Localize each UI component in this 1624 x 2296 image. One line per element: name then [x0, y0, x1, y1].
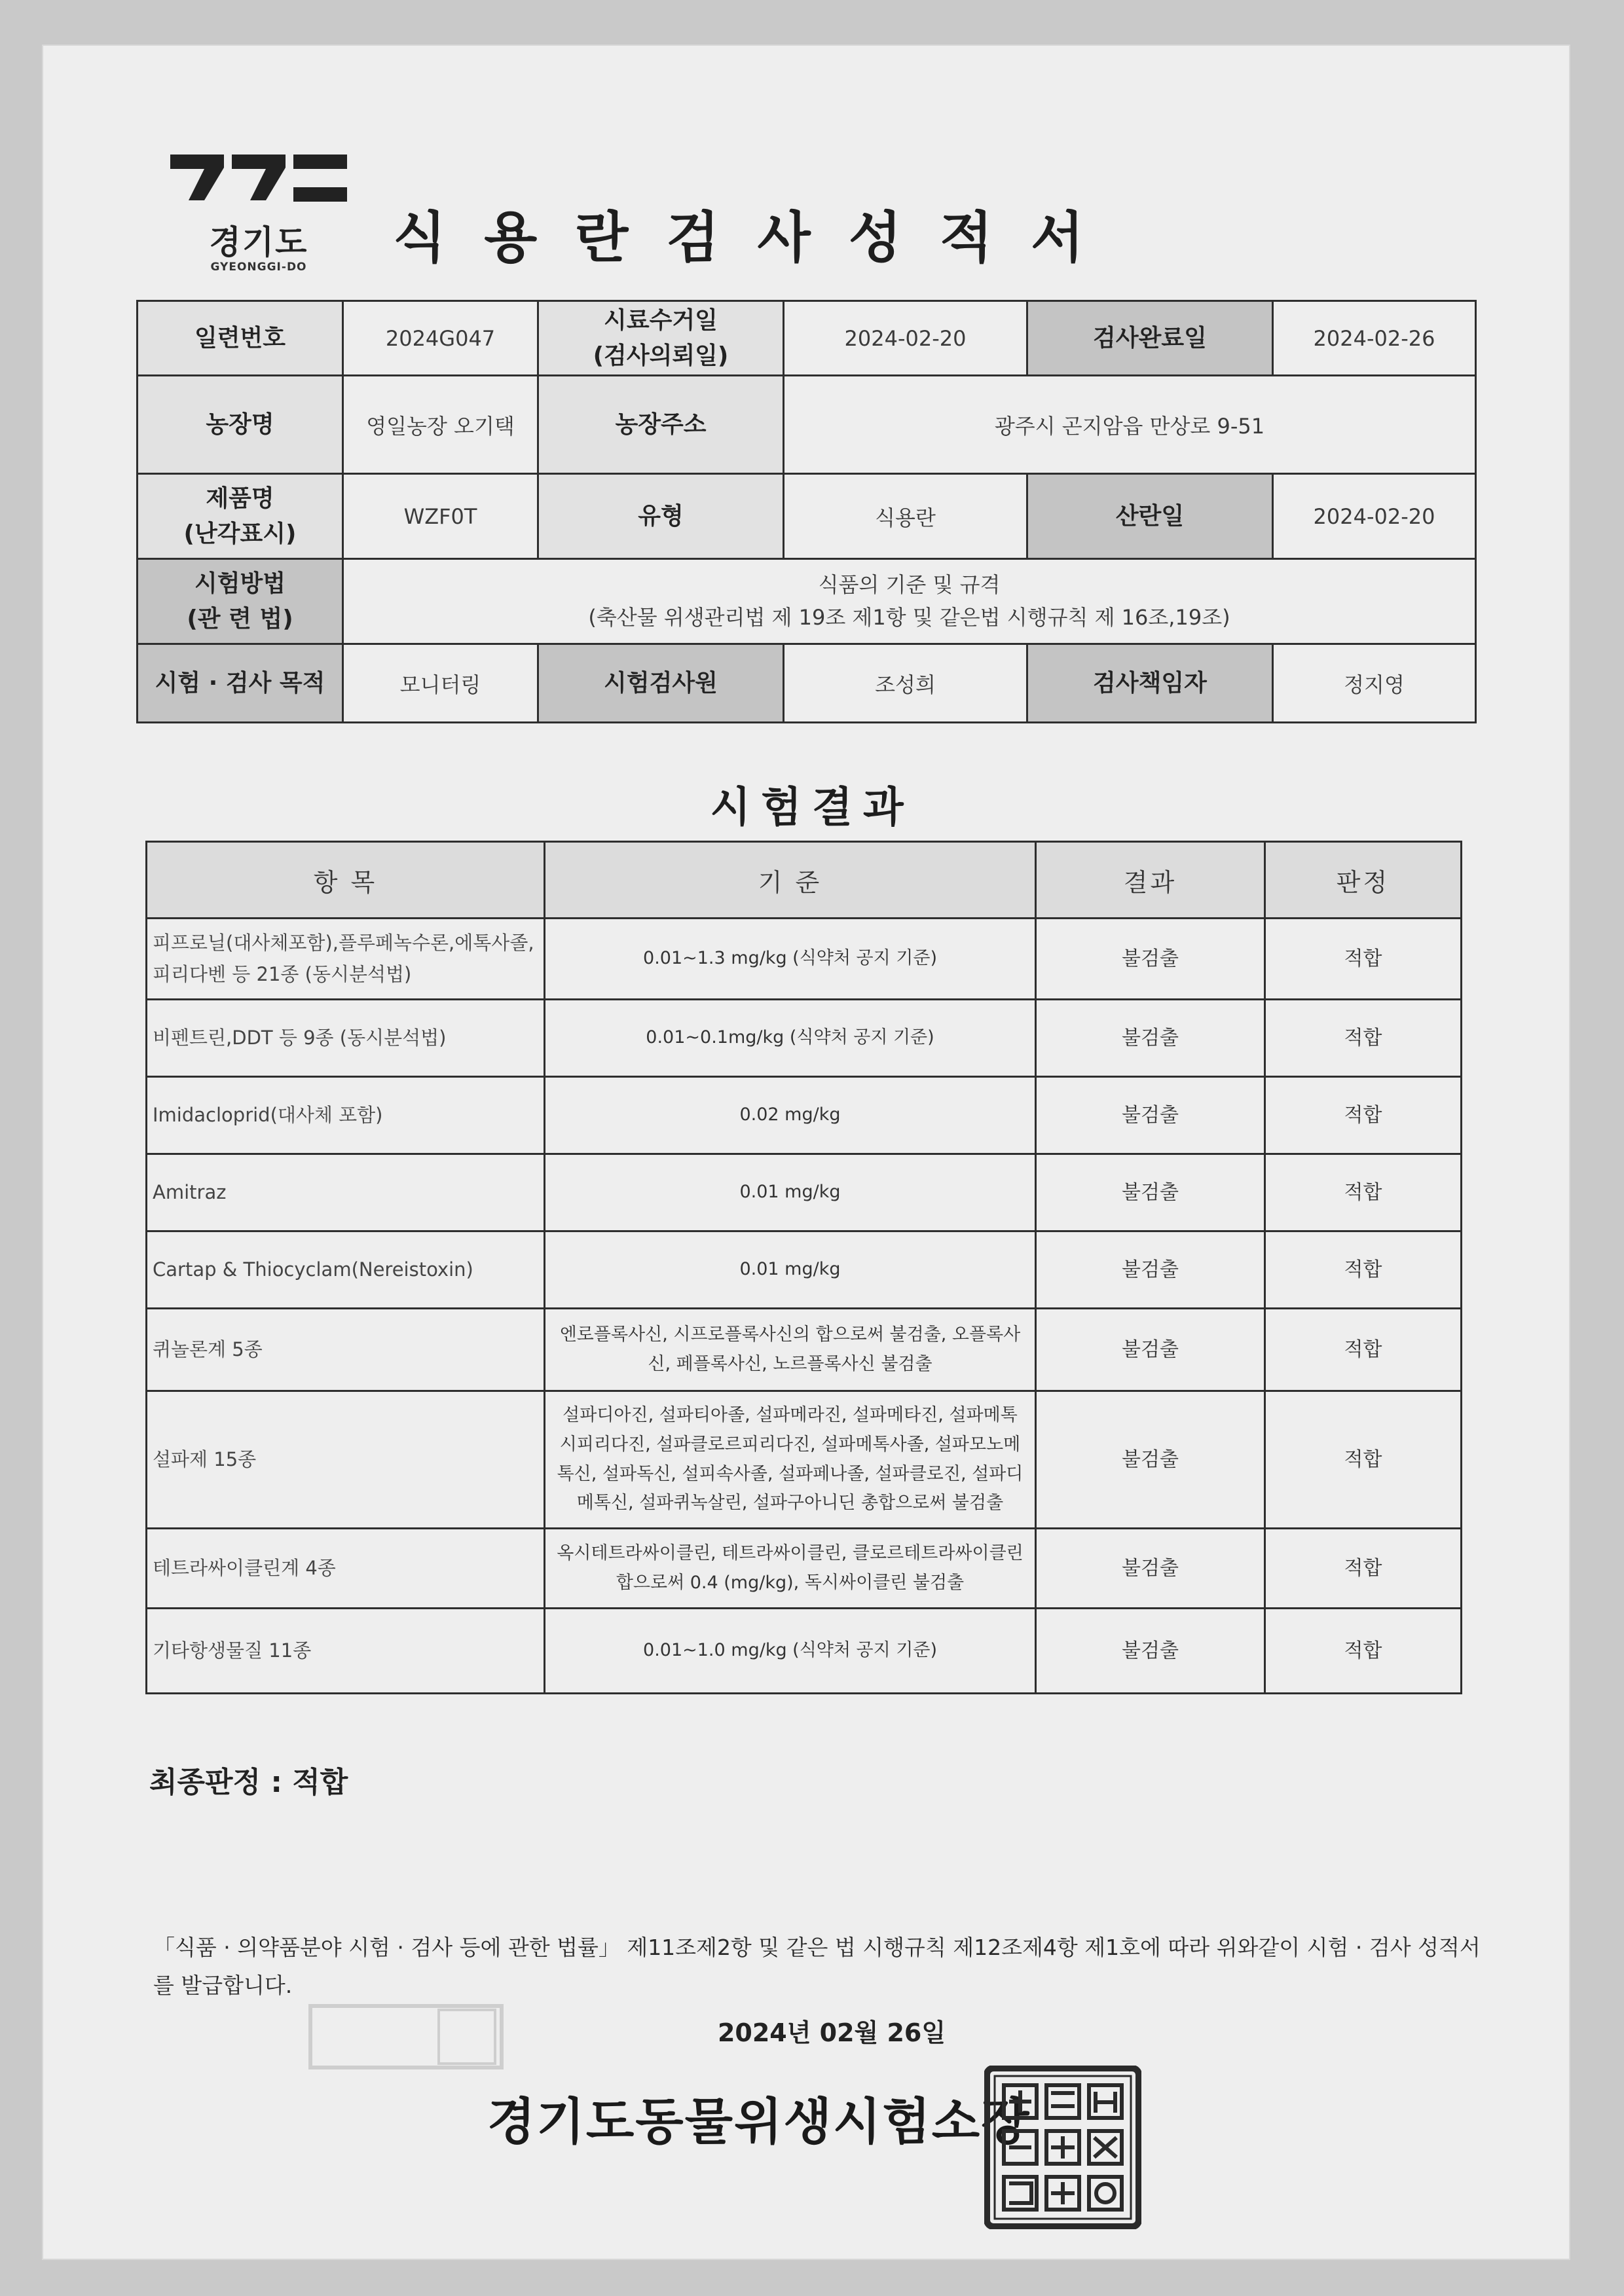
row-judgment: 적합: [1265, 1609, 1462, 1694]
final-judgment: 최종판정 : 적합: [149, 1766, 348, 1799]
row-standard: 0.01~0.1mg/kg (식약처 공지 기준): [545, 1000, 1036, 1077]
product-label-line1: 제품명: [206, 484, 274, 512]
table-row: [147, 1609, 1462, 1694]
type-label: 유형: [538, 474, 784, 559]
row-item: 설파제 15종: [147, 1391, 545, 1529]
row-standard: 0.02 mg/kg: [545, 1077, 1036, 1154]
row-result: 불검출: [1036, 1529, 1265, 1609]
laid-date-label: 산란일: [1027, 474, 1273, 559]
row-judgment: 적합: [1265, 1077, 1462, 1154]
info-table: [136, 300, 1477, 723]
row-result: 불검출: [1036, 1309, 1265, 1391]
complete-date-label: 검사완료일: [1027, 301, 1273, 376]
row-judgment: 적합: [1265, 1529, 1462, 1609]
header-item: 항 목: [147, 842, 545, 919]
header-result: 결과: [1036, 842, 1265, 919]
issuer-name: 경기도동물위생시험소장: [487, 2092, 1031, 2151]
row-judgment: 적합: [1265, 1154, 1462, 1231]
row-judgment: 적합: [1265, 919, 1462, 1000]
product-label: [138, 474, 343, 559]
row-standard: 옥시테트라싸이클린, 테트라싸이클린, 클로르테트라싸이클린 합으로써 0.4 (mg/kg), 독시싸이클린 불검출: [545, 1529, 1036, 1609]
laid-date-value: 2024-02-20: [1273, 474, 1476, 559]
table-row: [147, 1391, 1462, 1529]
type-value: 식용란: [784, 474, 1027, 559]
header-judgment: 판정: [1265, 842, 1462, 919]
sample-date-label: [538, 301, 784, 376]
row-item: 테트라싸이클린계 4종: [147, 1529, 545, 1609]
row-result: 불검출: [1036, 1000, 1265, 1077]
purpose-label: 시험 · 검사 목적: [138, 644, 343, 723]
row-result: 불검출: [1036, 1609, 1265, 1694]
sample-date-label-line1: 시료수거일: [604, 306, 718, 334]
row-item: 비펜트린,DDT 등 9종 (동시분석법): [147, 1000, 545, 1077]
product-value: WZF0T: [343, 474, 538, 559]
issuance-notice: 「식품 · 의약품분야 시험 · 검사 등에 관한 법률」 제11조제2항 및 같은 법 시행규칙 제12조제4항 제1호에 따라 위와같이 시험 · 검사 성적서를 발급합니다.: [153, 1935, 1481, 1998]
table-row: [147, 1309, 1462, 1391]
farm-value: 영일농장 오기택: [343, 376, 538, 474]
logo-subname: GYEONGGI-DO: [210, 261, 307, 274]
complete-date-value: 2024-02-26: [1273, 301, 1476, 376]
method-label: [138, 559, 343, 644]
row-standard: 0.01 mg/kg: [545, 1231, 1036, 1309]
manager-value: 정지영: [1273, 644, 1476, 723]
table-row: [147, 919, 1462, 1000]
manager-label: 검사책임자: [1027, 644, 1273, 723]
table-row: [147, 1529, 1462, 1609]
address-value: 광주시 곤지암읍 만상로 9-51: [784, 376, 1476, 474]
row-result: 불검출: [1036, 1391, 1265, 1529]
method-value: [343, 559, 1476, 644]
farm-label: 농장명: [138, 376, 343, 474]
inspector-value: 조성희: [784, 644, 1027, 723]
row-item: Amitraz: [147, 1154, 545, 1231]
sample-date-value: 2024-02-20: [784, 301, 1027, 376]
method-value-line1: 식품의 기준 및 규격: [818, 572, 1001, 597]
method-value-line2: (축산물 위생관리법 제 19조 제1항 및 같은법 시행규칙 제 16조,19조): [588, 604, 1230, 630]
row-item: Imidacloprid(대사체 포함): [147, 1077, 545, 1154]
row-result: 불검출: [1036, 1231, 1265, 1309]
row-result: 불검출: [1036, 919, 1265, 1000]
row-item: 퀴놀론계 5종: [147, 1309, 545, 1391]
row-standard: 0.01~1.0 mg/kg (식약처 공지 기준): [545, 1609, 1036, 1694]
purpose-value: 모니터링: [343, 644, 538, 723]
row-standard: 설파디아진, 설파티아졸, 설파메라진, 설파메타진, 설파메톡시피리다진, 설파클로르피리다진, 설파메톡사졸, 설파모노메톡신, 설파독신, 설피속사졸, 설파페나졸, 설파클로진, 설파디메톡신, 설파퀴녹살린, 설파구아니딘 총합으로써 불검출: [545, 1391, 1036, 1529]
serial-value: 2024G047: [343, 301, 538, 376]
header-standard: 기 준: [545, 842, 1036, 919]
official-seal-icon: [984, 2066, 1141, 2229]
row-standard: 엔로플록사신, 시프로플록사신의 합으로써 불검출, 오플록사신, 페플록사신, 노르플록사신 불검출: [545, 1309, 1036, 1391]
row-result: 불검출: [1036, 1077, 1265, 1154]
table-row: [147, 1000, 1462, 1077]
product-label-line2: (난각표시): [183, 520, 297, 547]
row-item: Cartap & Thiocyclam(Nereistoxin): [147, 1231, 545, 1309]
logo-name: 경기도: [209, 223, 308, 261]
results-title: 시험결과: [710, 784, 914, 832]
row-standard: 0.01 mg/kg: [545, 1154, 1036, 1231]
method-label-line2: (관 련 법): [187, 605, 293, 632]
table-row: [147, 1154, 1462, 1231]
row-judgment: 적합: [1265, 1231, 1462, 1309]
row-judgment: 적합: [1265, 1000, 1462, 1077]
address-label: 농장주소: [538, 376, 784, 474]
document-title: 식용란검사성적서: [393, 206, 1122, 270]
results-table: [145, 841, 1462, 1694]
inspector-label: 시험검사원: [538, 644, 784, 723]
method-label-line1: 시험방법: [194, 570, 286, 597]
row-item: 기타항생물질 11종: [147, 1609, 545, 1694]
table-row: [147, 1077, 1462, 1154]
row-item: 피프로닐(대사체포함),플루페녹수론,에톡사졸,피리다벤 등 21종 (동시분석법): [147, 919, 545, 1000]
row-judgment: 적합: [1265, 1309, 1462, 1391]
row-judgment: 적합: [1265, 1391, 1462, 1529]
issue-date: 2024년 02월 26일: [717, 2018, 946, 2047]
serial-label: 일련번호: [138, 301, 343, 376]
row-standard: 0.01~1.3 mg/kg (식약처 공지 기준): [545, 919, 1036, 1000]
sample-date-label-line2: (검사의뢰일): [593, 342, 729, 369]
row-result: 불검출: [1036, 1154, 1265, 1231]
table-row: [147, 1231, 1462, 1309]
